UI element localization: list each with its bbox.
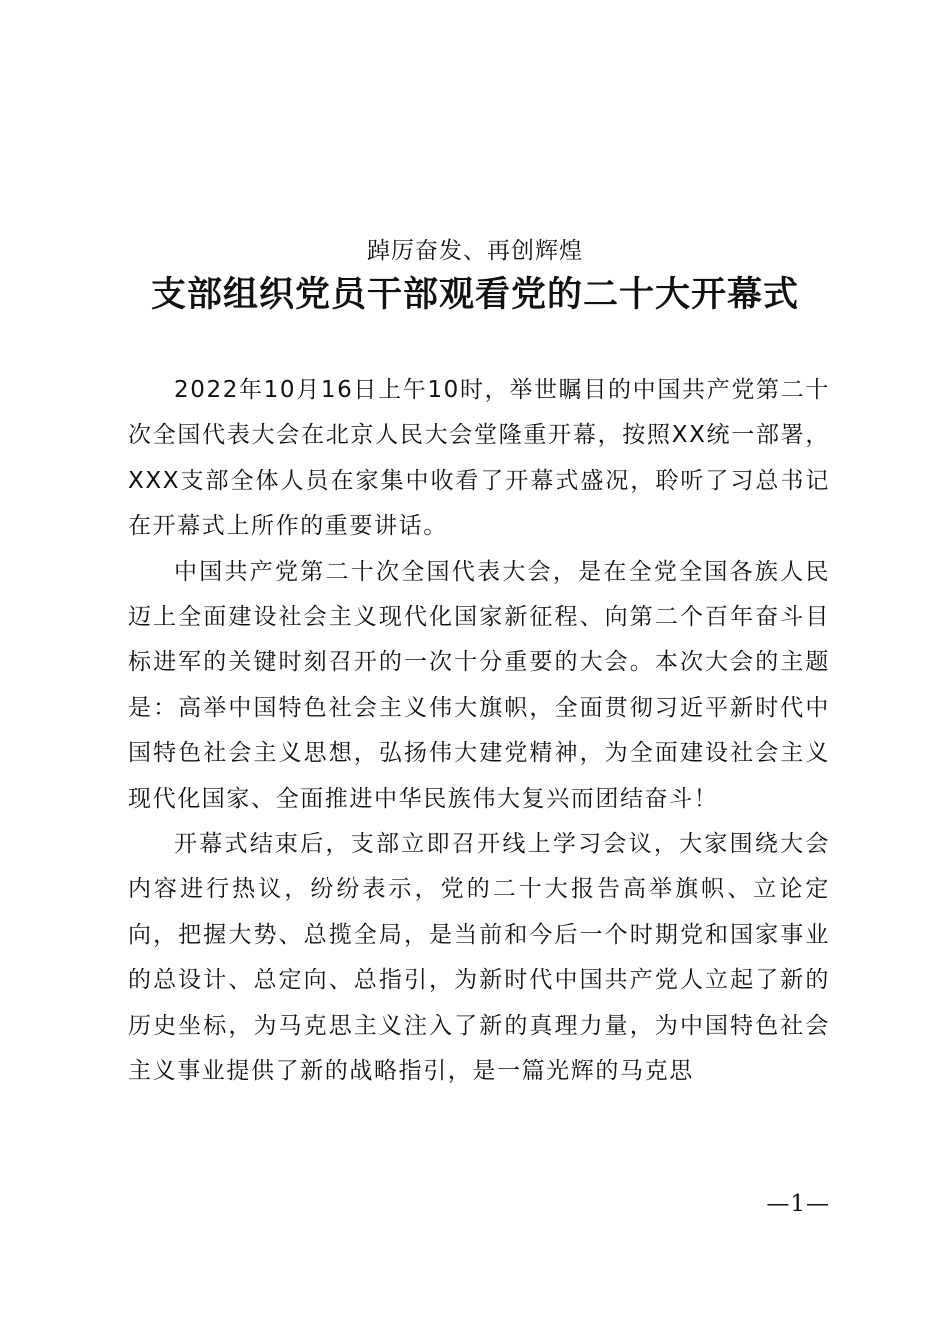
body-paragraph: 开幕式结束后，支部立即召开线上学习会议，大家围绕大会内容进行热议，纷纷表示，党的二十大报告高举旗帜、立论定向，把握大势、总揽全局，是当前和今后一个时期党和国家事业的总设计、总定向、总指引，为新时代中国共产党人立起了新的历史坐标，为马克思主义注入了新的真理力量，为中国特色社会主义事业提供了新的战略指引，是一篇光辉的马克思 [128, 831, 830, 1085]
document-body [128, 368, 830, 1095]
body-paragraph: 中国共产党第二十次全国代表大会，是在全党全国各族人民迈上全面建设社会主义现代化国家新征程、向第二个百年奋斗目标进军的关键时刻召开的一次十分重要的大会。本次大会的主题是：高举中国特色社会主义伟大旗帜，全面贯彻习近平新时代中国特色社会主义思想，弘扬伟大建党精神，为全面建设社会主义现代化国家、全面推进中华民族伟大复兴而团结奋斗！ [128, 558, 830, 812]
document-subtitle: 踔厉奋发、再创辉煌 [367, 238, 583, 264]
document-title: 支部组织党员干部观看党的二十大开幕式 [150, 274, 799, 315]
page-number: —1— [766, 1191, 830, 1217]
body-paragraph: 2022年10月16日上午10时，举世瞩目的中国共产党第二十次全国代表大会在北京人民大会堂隆重开幕，按照XX统一部署，XXX支部全体人员在家集中收看了开幕式盛况，聆听了习总书记在开幕式上所作的重要讲话。 [128, 377, 830, 540]
